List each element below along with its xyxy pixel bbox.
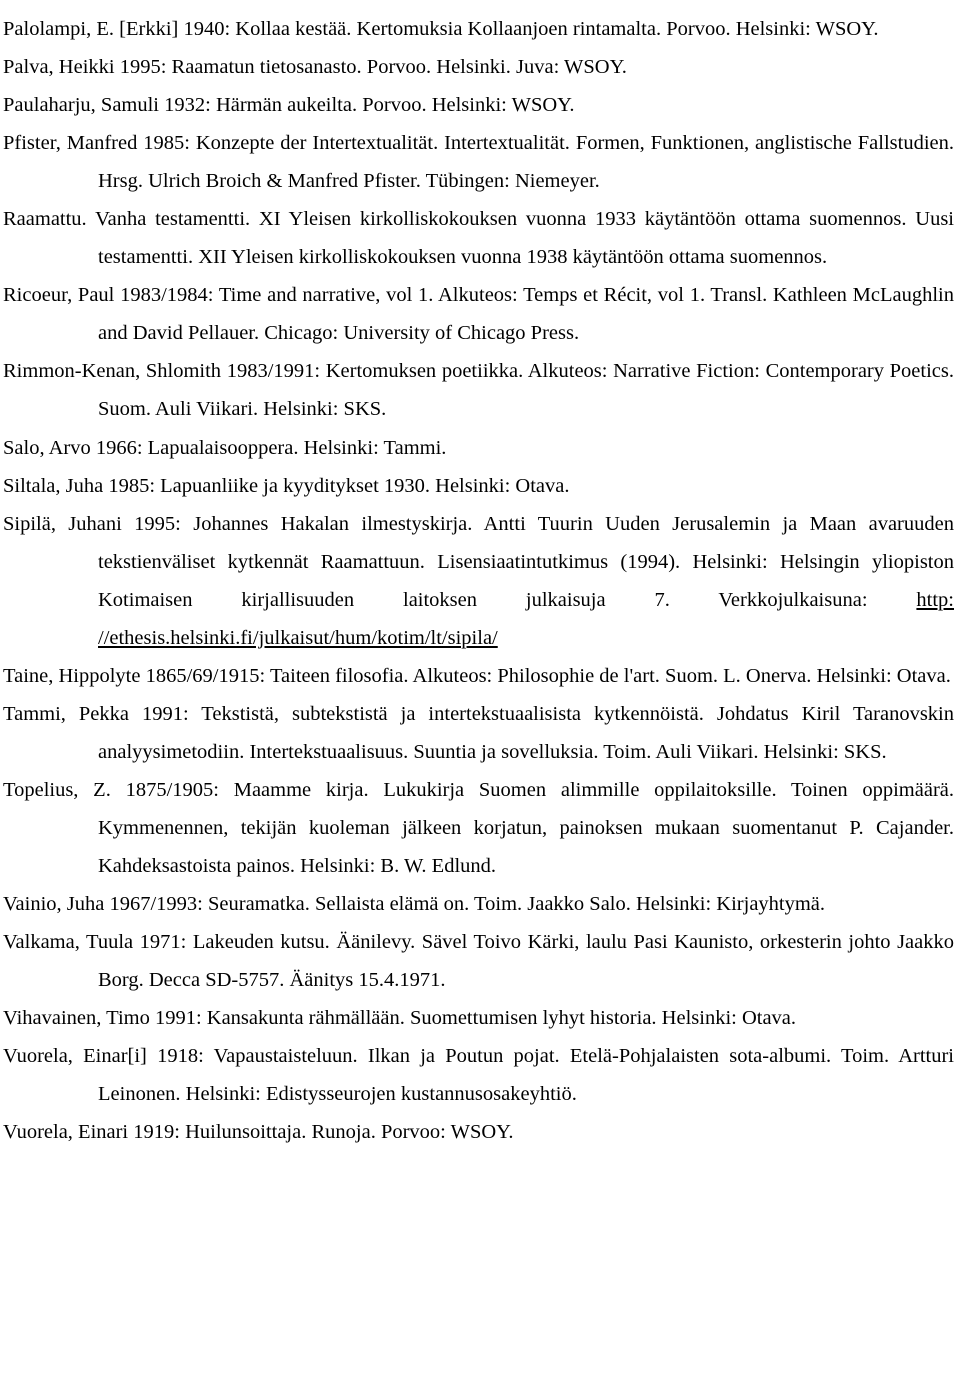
entry-link[interactable]: http: //ethesis.helsinki.fi/julkaisut/hum/kotim/lt/sipila/	[98, 588, 954, 649]
bibliography-entry: Vuorela, Einar[i] 1918: Vapaustaisteluun. Ilkan ja Poutun pojat. Etelä-Pohjalaisten sota-albumi. Toim. Artturi Leinonen. Helsinki: Edistysseurojen kustannusosakeyhtiö.	[3, 1045, 954, 1106]
bibliography-entry: Palolampi, E. [Erkki] 1940: Kollaa kestää. Kertomuksia Kollaanjoen rintamalta. Porvoo. Helsinki: WSOY.	[3, 18, 879, 40]
bibliography-entry: Salo, Arvo 1966: Lapualaisooppera. Helsinki: Tammi.	[3, 436, 447, 459]
bibliography-entry: Tammi, Pekka 1991: Tekstistä, subtekstistä ja intertekstuaalisista kytkennöistä. Johdatus Kiril Taranovskin analyysimetodiin. Intertekstuaalisuus. Suuntia ja sovelluksia. Toim. Auli Viikari. Helsinki: SKS.	[3, 702, 954, 763]
bibliography-entry: Topelius, Z. 1875/1905: Maamme kirja. Lukukirja Suomen alimmille oppilaitoksille. Toinen oppimäärä. Kymmenennen, tekijän kuoleman jälkeen korjatun, painoksen mukaan suomentanut P. Cajander. Kahdeksastoista painos. Helsinki: B. W. Edlund.	[3, 778, 954, 878]
bibliography-entry: Paulaharju, Samuli 1932: Härmän aukeilta. Porvoo. Helsinki: WSOY.	[3, 94, 575, 117]
bibliography-entry: Pfister, Manfred 1985: Konzepte der Intertextualität. Intertextualität. Formen, Funktionen, anglistische Fallstudien. Hrsg. Ulrich Broich & Manfred Pfister. Tübingen: Niemeyer.	[3, 132, 954, 193]
entry-text: Sipilä, Juhani 1995: Johannes Hakalan ilmestyskirja. Antti Tuurin Uuden Jerusalemin ja Maan avaruuden tekstienväliset kytkennät Raamattuun. Lisensiaatintutkimus (1994). Helsinki: Helsingin yliopiston Kotimaisen kirjallisuuden laitoksen julkaisuja 7. Verkkojulkaisuna:	[3, 512, 954, 611]
bibliography-entry: Taine, Hippolyte 1865/69/1915: Taiteen filosofia. Alkuteos: Philosophie de l'art. Suom. L. Onerva. Helsinki: Otava.	[3, 664, 951, 687]
bibliography-entry: Rimmon-Kenan, Shlomith 1983/1991: Kertomuksen poetiikka. Alkuteos: Narrative Fiction: Contemporary Poetics. Suom. Auli Viikari. Helsinki: SKS.	[3, 360, 954, 421]
bibliography-entry: Valkama, Tuula 1971: Lakeuden kutsu. Äänilevy. Sävel Toivo Kärki, laulu Pasi Kaunisto, orkesterin johto Jaakko Borg. Decca SD-5757. Äänitys 15.4.1971.	[3, 931, 954, 992]
bibliography-entry: Vihavainen, Timo 1991: Kansakunta rähmällään. Suomettumisen lyhyt historia. Helsinki: Otava.	[3, 1007, 797, 1030]
bibliography-entry: Siltala, Juha 1985: Lapuanliike ja kyyditykset 1930. Helsinki: Otava.	[3, 474, 570, 497]
bibliography-entry: Vuorela, Einari 1919: Huilunsoittaja. Runoja. Porvoo: WSOY.	[3, 1121, 514, 1144]
bibliography-entry: Vainio, Juha 1967/1993: Seuramatka. Sellaista elämä on. Toim. Jaakko Salo. Helsinki: Kirjayhtymä.	[3, 893, 826, 916]
bibliography-entry: Ricoeur, Paul 1983/1984: Time and narrative, vol 1. Alkuteos: Temps et Récit, vol 1. Transl. Kathleen McLaughlin and David Pellauer. Chicago: University of Chicago Press.	[3, 284, 954, 345]
bibliography-entry: Raamattu. Vanha testamentti. XI Yleisen kirkolliskokouksen vuonna 1933 käytäntöön ottama suomennos. Uusi testamentti. XII Yleisen kirkolliskokouksen vuonna 1938 käytäntöön ottama suomennos.	[3, 208, 954, 269]
bibliography-entry	[3, 505, 954, 657]
bibliography-entry: Palva, Heikki 1995: Raamatun tietosanasto. Porvoo. Helsinki. Juva: WSOY.	[3, 56, 627, 79]
